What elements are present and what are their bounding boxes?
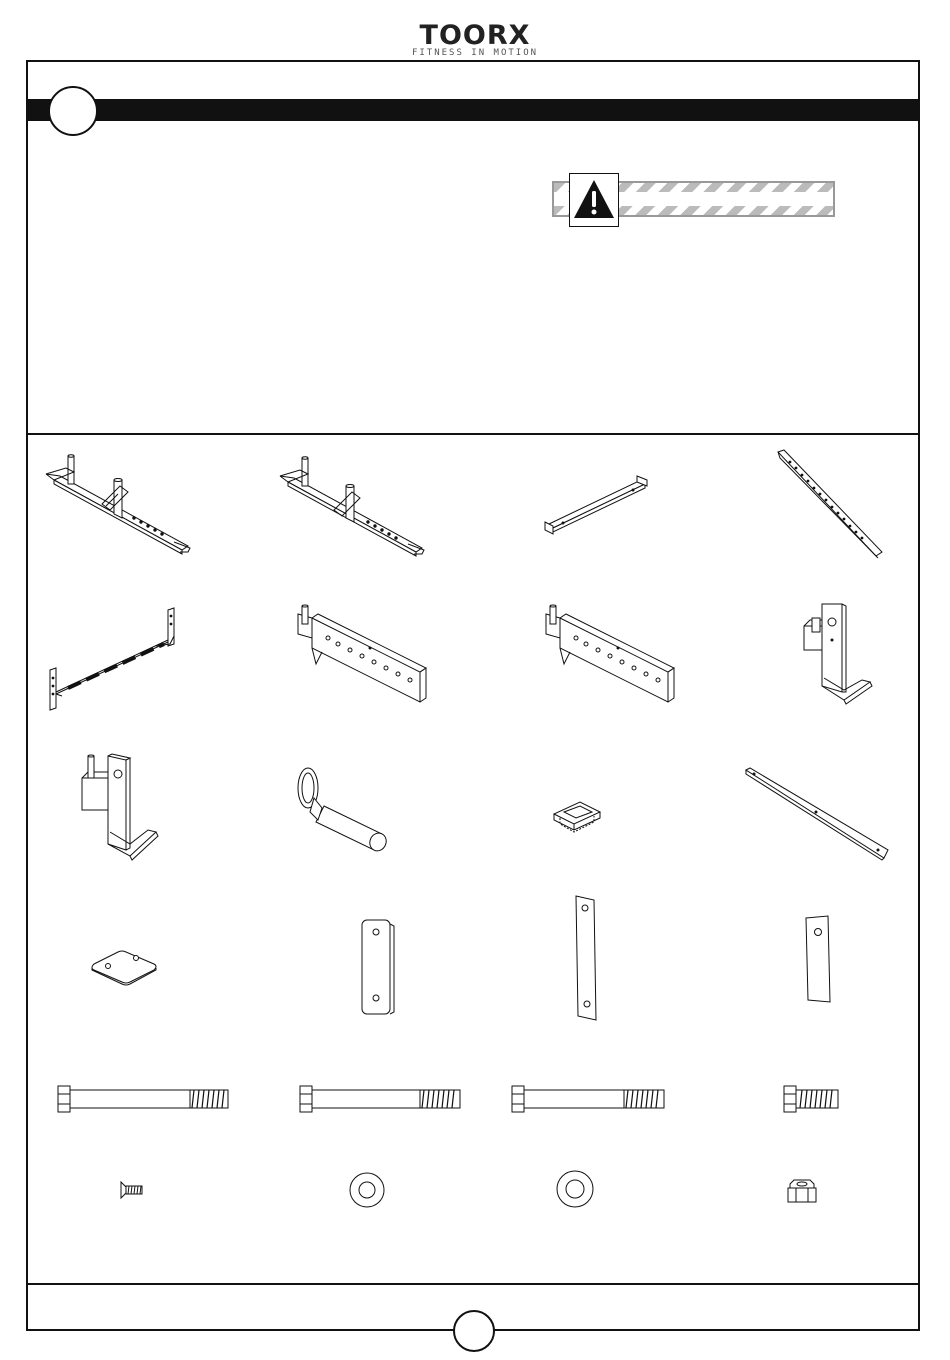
long-strap-icon — [572, 894, 602, 1024]
upright-bar-icon — [774, 448, 886, 560]
connecting-plate-icon — [358, 916, 398, 1018]
band-peg-icon — [294, 764, 398, 854]
j-hook-left-icon — [794, 600, 876, 706]
short-bolt-icon — [780, 1082, 842, 1116]
j-hook-right-icon — [72, 752, 162, 862]
crossbar-icon — [543, 470, 653, 540]
brand-tagline: FITNESS IN MOTION — [411, 48, 539, 58]
warning-icon — [569, 173, 619, 227]
lock-nut-icon — [784, 1176, 820, 1206]
square-plate-icon — [88, 948, 162, 988]
base-frame-left-icon — [42, 446, 192, 556]
brand-name: TOORX — [419, 20, 531, 51]
short-strap-icon — [804, 914, 834, 1006]
spotter-arm-right-icon — [540, 604, 682, 706]
section-divider — [28, 433, 920, 435]
brand-logo — [400, 22, 550, 58]
countersunk-screw-icon — [118, 1180, 146, 1200]
step-number-circle — [48, 86, 98, 136]
flat-bar-icon — [744, 766, 890, 864]
end-cap-icon — [550, 796, 606, 838]
footer-divider — [28, 1283, 920, 1285]
medium-bolt-2-icon — [508, 1082, 668, 1116]
section-header-bar — [28, 99, 920, 121]
washer-2-icon — [554, 1168, 596, 1210]
pull-up-bar-icon — [46, 602, 186, 714]
washer-icon — [346, 1170, 388, 1210]
base-frame-right-icon — [276, 448, 426, 558]
long-bolt-icon — [54, 1082, 232, 1116]
spotter-arm-left-icon — [292, 604, 434, 706]
page-number-circle — [453, 1310, 495, 1352]
medium-bolt-icon — [296, 1082, 464, 1116]
